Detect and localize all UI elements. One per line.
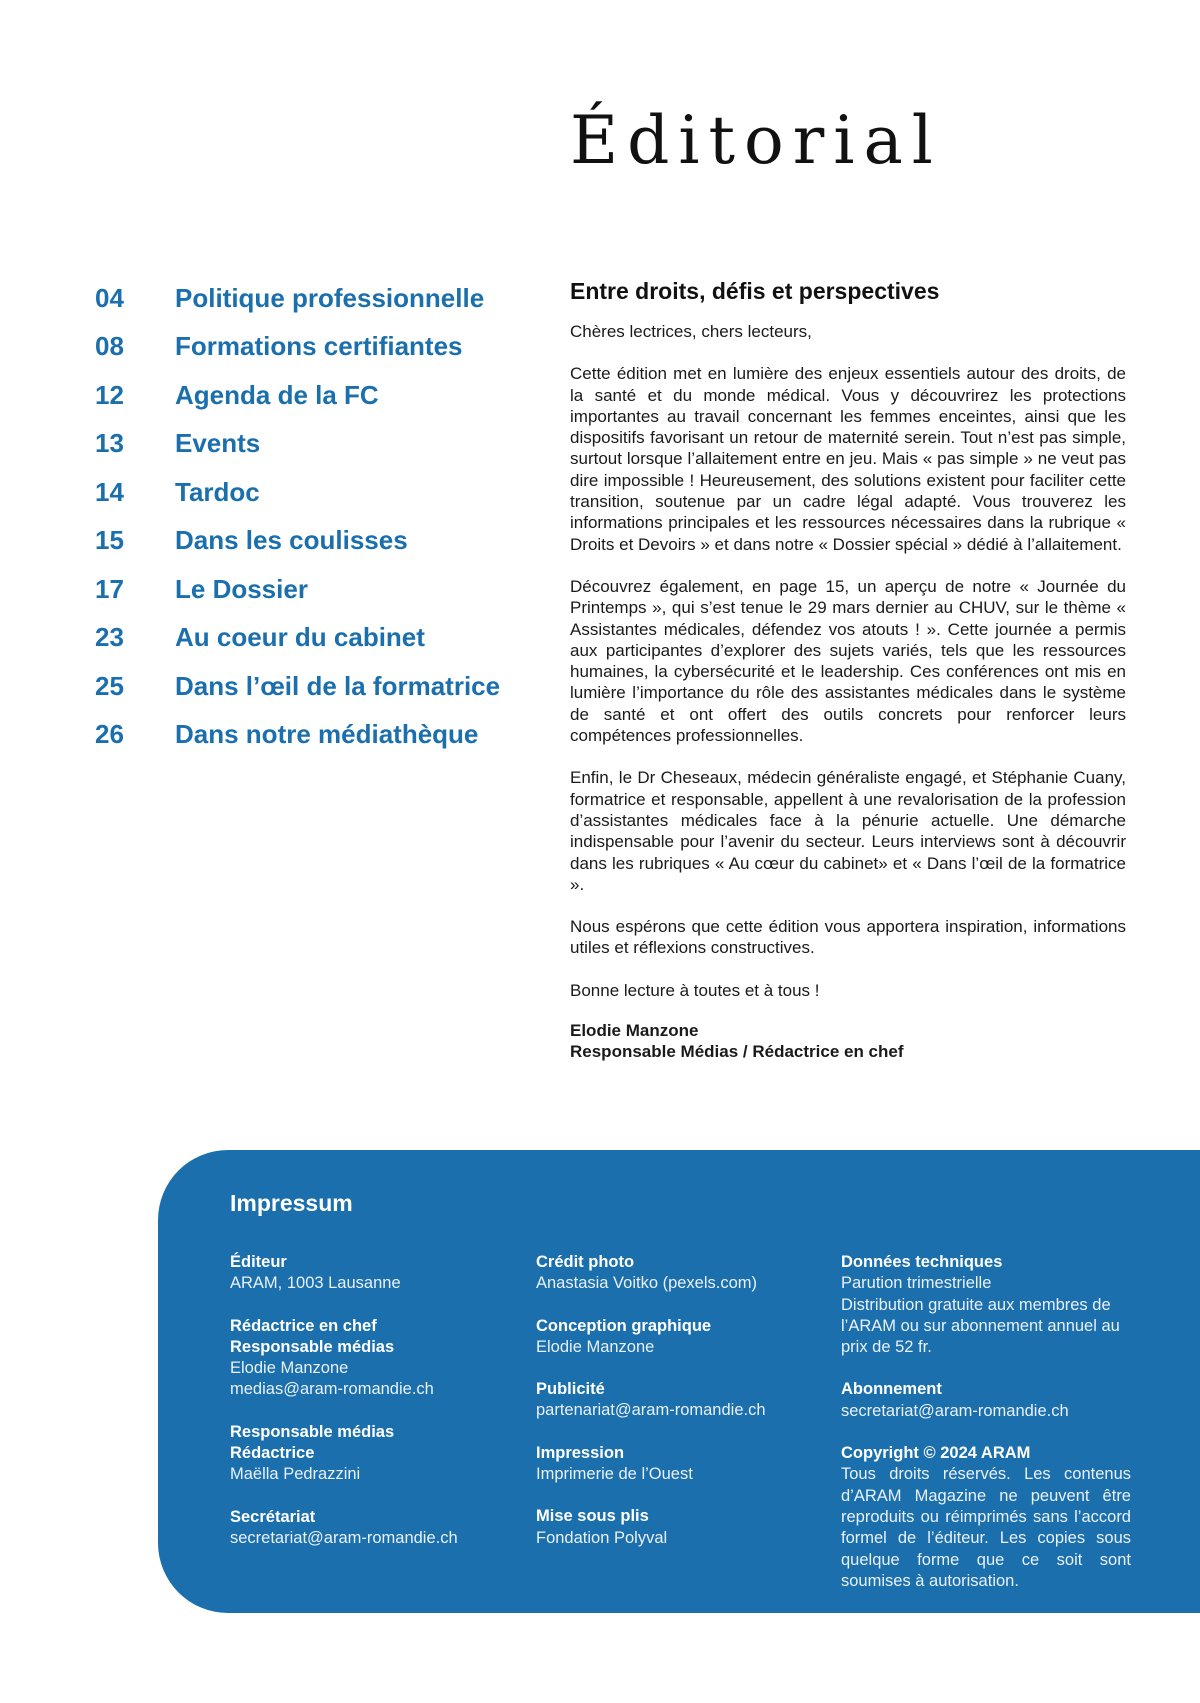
toc-page-number: 26 [95, 719, 124, 750]
impressum-block [230, 1507, 520, 1550]
article-heading: Entre droits, défis et perspectives [570, 278, 940, 304]
article-greeting: Chères lectrices, chers lecteurs, [570, 322, 812, 341]
impressum-text: Imprimerie de l’Ouest [536, 1465, 693, 1484]
impressum-block [230, 1316, 520, 1401]
toc-label: Politique professionnelle [175, 282, 485, 313]
toc-label: Dans notre médiathèque [175, 719, 479, 750]
impressum-block [841, 1443, 1131, 1592]
page-title: Éditorial [570, 102, 942, 179]
article-paragraph: Cette édition met en lumière des enjeux essentiels autour des droits, de la santé et du monde médical. Vous y découvrirez les protections importantes au travail concernant les femmes enceintes, ainsi que les dispositifs favorisant un retour de maternité serein. Tout n’est pas simple, surtout lorsque l’allaitement entre en jeu. Mais « pas simple » ne veut pas dire impossible ! Heureusement, des solutions existent pour faciliter cette transition, soutenue par un cadre légal adapté. Vous trouverez les informations principales et les ressources nécessaires dans la rubrique « Droits et Devoirs » et dans notre « Dossier spécial » dédié à l’allaitement. [570, 364, 1126, 554]
impressum-heading: Rédactrice [230, 1444, 315, 1463]
impressum-heading: Responsable médias [230, 1422, 395, 1441]
impressum-column [230, 1252, 520, 1570]
toc-page-number: 08 [95, 331, 124, 362]
toc-item[interactable] [95, 323, 535, 372]
email-link[interactable]: partenariat@aram-romandie.ch [536, 1401, 766, 1420]
email-link[interactable]: secretariat@aram-romandie.ch [841, 1401, 1069, 1420]
impressum-column [841, 1252, 1131, 1613]
article-paragraph: Enfin, le Dr Cheseaux, médecin généraliste engagé, et Stéphanie Cuany, formatrice et responsable, appellent à une revalorisation de la profession d’assistantes médicales face à la pénurie actuelle. Une démarche indispensable pour l’avenir du secteur. Leurs interviews sont à découvrir dans les rubriques « Au cœur du cabinet» et « Dans l’œil de la formatrice ». [570, 768, 1126, 894]
impressum-block [536, 1506, 826, 1549]
impressum-block [841, 1252, 1131, 1358]
impressum-block [841, 1379, 1131, 1422]
author-role: Responsable Médias / Rédactrice en chef [570, 1042, 904, 1062]
impressum-block [230, 1422, 520, 1486]
impressum-text: ARAM, 1003 Lausanne [230, 1274, 401, 1293]
impressum-heading: Impression [536, 1443, 625, 1462]
impressum-text: Tous droits réservés. Les contenus d’ARAM Magazine ne peuvent être reproduits ou réimprimés sans l’accord formel de l’éditeur. Les copies sous quelque forme que ce soit sont soumises à autorisation. [841, 1465, 1131, 1590]
impressum-text: Elodie Manzone [230, 1359, 349, 1378]
impressum-block [536, 1252, 826, 1295]
toc-page-number: 25 [95, 670, 124, 701]
impressum-text: Anastasia Voitko (pexels.com) [536, 1274, 758, 1293]
toc-item[interactable] [95, 468, 535, 517]
toc-label: Au coeur du cabinet [175, 622, 425, 653]
impressum-heading: Rédactrice en chef [230, 1316, 377, 1335]
impressum-heading: Conception graphique [536, 1316, 712, 1335]
toc-page-number: 14 [95, 476, 124, 507]
author-name: Elodie Manzone [570, 1021, 699, 1041]
editorial-article [570, 278, 1126, 1063]
toc-page-number: 15 [95, 525, 124, 556]
toc-label: Tardoc [175, 476, 260, 507]
toc-item[interactable] [95, 565, 535, 614]
impressum-block [230, 1252, 520, 1295]
impressum-heading: Responsable médias [230, 1337, 395, 1356]
toc-item[interactable] [95, 517, 535, 566]
impressum-panel [158, 1150, 1200, 1613]
impressum-heading: Crédit photo [536, 1253, 635, 1271]
toc-item[interactable] [95, 711, 535, 760]
article-paragraph: Découvrez également, en page 15, un aperçu de notre « Journée du Printemps », qui s’est tenue le 29 mars dernier au CHUV, sur le thème « Assistantes médicales, défendez vos atouts ! ». Cette journée a permis aux participantes d’explorer des sujets variés, tels que les ressources humaines, la cybersécurité et le leadership. Ces conférences ont mis en lumière l’importance du rôle des assistantes médicales dans le système de santé et ont offert des outils concrets pour renforcer leurs compétences professionnelles. [570, 576, 1126, 746]
article-closing: Bonne lecture à toutes et à tous ! [570, 980, 820, 1000]
impressum-heading: Abonnement [841, 1380, 942, 1399]
email-link[interactable]: secretariat@aram-romandie.ch [230, 1528, 458, 1547]
impressum-text: Elodie Manzone [536, 1337, 655, 1356]
toc-page-number: 17 [95, 573, 124, 604]
impressum-heading: Secrétariat [230, 1507, 316, 1526]
impressum-heading: Éditeur [230, 1253, 287, 1271]
article-paragraph: Nous espérons que cette édition vous apportera inspiration, informations utiles et réflexions constructives. [570, 917, 1126, 958]
impressum-heading: Mise sous plis [536, 1507, 649, 1526]
impressum-text: Parution trimestrielle [841, 1274, 992, 1293]
impressum-title: Impressum [230, 1190, 353, 1216]
impressum-block [536, 1443, 826, 1486]
toc-page-number: 23 [95, 622, 124, 653]
toc-label: Dans les coulisses [175, 525, 408, 556]
toc-label: Dans l’œil de la formatrice [175, 670, 501, 701]
toc-item[interactable] [95, 371, 535, 420]
impressum-column [536, 1252, 826, 1570]
impressum-heading: Publicité [536, 1380, 605, 1399]
toc-item[interactable] [95, 274, 535, 323]
impressum-heading: Données techniques [841, 1253, 1003, 1271]
email-link[interactable]: medias@aram-romandie.ch [230, 1380, 434, 1399]
toc-label: Events [175, 428, 261, 459]
impressum-text: Maëlla Pedrazzini [230, 1465, 361, 1484]
toc-item[interactable] [95, 420, 535, 469]
signature [570, 1020, 1126, 1063]
toc-item[interactable] [95, 614, 535, 663]
impressum-text: Fondation Polyval [536, 1528, 668, 1547]
toc-page-number: 12 [95, 379, 124, 410]
impressum-text: Distribution gratuite aux membres de l’ARAM ou sur abonnement annuel au prix de 52 fr. [841, 1295, 1120, 1357]
impressum-heading: Copyright © 2024 ARAM [841, 1444, 1031, 1463]
toc-label: Formations certifiantes [175, 331, 463, 362]
toc-item[interactable] [95, 662, 535, 711]
table-of-contents [95, 274, 535, 759]
impressum-block [536, 1379, 826, 1422]
impressum-block [536, 1316, 826, 1359]
toc-label: Agenda de la FC [175, 379, 379, 410]
toc-page-number: 13 [95, 428, 124, 459]
toc-page-number: 04 [95, 282, 124, 313]
toc-label: Le Dossier [175, 573, 308, 604]
